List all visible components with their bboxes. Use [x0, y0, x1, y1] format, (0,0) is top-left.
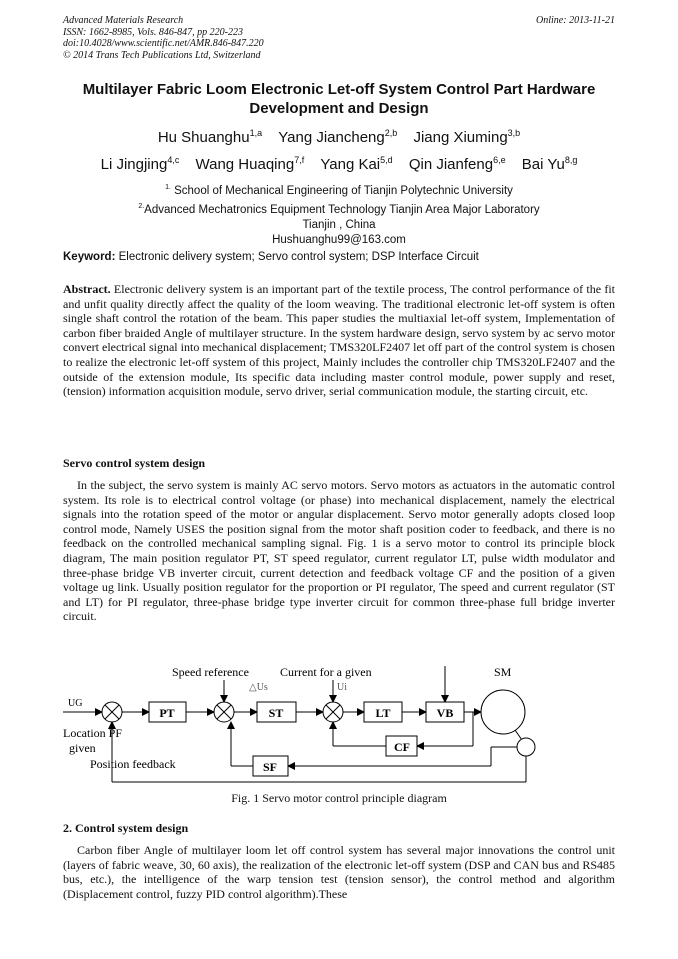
section-heading-control: 2. Control system design — [63, 821, 189, 835]
affiliation-city: Tianjin , China — [302, 218, 376, 231]
servo-motor — [481, 690, 525, 734]
sm-label: SM — [494, 665, 512, 679]
title-line-2: Development and Design — [249, 100, 429, 117]
motor-shaft — [515, 730, 522, 740]
author: Jiang Xiuming$^{3,b}$ — [413, 128, 521, 146]
lt-label: LT — [375, 706, 391, 720]
figure-caption: Fig. 1 Servo motor control principle diagram — [231, 791, 447, 805]
author-list-1 — [40, 128, 638, 146]
section-heading-servo: Servo control system design — [63, 456, 206, 470]
online-date: Online: 2013-11-21 — [536, 15, 615, 26]
abstract — [63, 282, 615, 399]
cf-label: CF — [394, 740, 410, 754]
keyword-text: Electronic delivery system; Servo control system; DSP Interface Circuit — [115, 251, 479, 263]
author: Wang Huaqing$^{7,f}$ — [195, 155, 305, 173]
author-list-2 — [40, 155, 638, 173]
current-given-label: Current for a given — [280, 665, 372, 679]
doi-line: doi:10.4028/www.scientific.net/AMR.846-847.220 — [63, 38, 264, 49]
keyword-label: Keyword: — [63, 251, 116, 263]
speed-reference-label: Speed reference — [172, 665, 249, 679]
affiliations — [40, 180, 638, 248]
servo-control-diagram — [63, 660, 615, 785]
abstract-label: Abstract. — [63, 282, 111, 296]
title-line-1: Multilayer Fabric Loom Electronic Let-off System Control Part Hardware — [82, 81, 596, 98]
author: Qin Jianfeng$^{6,e}$ — [408, 155, 506, 173]
keywords — [63, 251, 615, 263]
section-paragraph-control: Carbon fiber Angle of multilayer loom let off control system has several major innovations the control unit (layers of fabric weave, 30, 60 axis), the realization of the electronic let-off system (DSP and CAN bus and RS485 bus, etc.), the intelligence of the warp tension test (tension sensor), the control method and algorithm (Displacement control, fuzzy PID control algorithm).These — [63, 843, 615, 901]
author: Yang Kai$^{5,d}$ — [320, 155, 393, 173]
author: Bai Yu$^{8,g}$ — [521, 155, 578, 173]
journal-name: Advanced Materials Research — [63, 15, 184, 26]
affiliation-2: $^{2.}$Advanced Mechatronics Equipment Technology Tianjin Area Major Laboratory — [138, 202, 540, 216]
issn-line: ISSN: 1662-8985, Vols. 846-847, pp 220-223 — [63, 26, 243, 38]
pt-label: PT — [159, 706, 175, 720]
author: Li Jingjing$^{4,c}$ — [100, 155, 180, 173]
author: Yang Jiancheng$^{2,b}$ — [278, 128, 398, 146]
delta-us-label: △Us — [249, 682, 268, 693]
given-label: given — [69, 741, 96, 755]
paper-title — [40, 80, 638, 118]
abstract-text: Electronic delivery system is an important part of the textile process, The control performance of the fit and unfit quality directly affect the quality of the loom weaving. The traditional electronic let-off system is often single shaft control the rotation of the beam. This paper studies the multiaxial let-off system, Implementation of carbon fiber braided Angle of multilayer structure. In the system hardware design, servo system by ac servo motor convert electrical signal into mechanical displacement; TMS320LF2407 let off part of the control system is chosen to realize the electronic let-off system of this project, Mainly includes the controller chip TMS320LF2407 and the outside of the extension module, Its specific data including master control module, power supply and reset, (tension) information acquisition module, servo driver, serial communication module, the starting circuit, etc. — [63, 282, 615, 399]
journal-header — [63, 15, 264, 61]
copyright-line: © 2014 Trans Tech Publications Ltd, Switzerland — [63, 49, 261, 61]
sf-label: SF — [262, 760, 278, 774]
position-feedback-label: Position feedback — [90, 757, 176, 771]
affiliation-1: $^{1.}$ School of Mechanical Engineering of Tianjin Polytechnic University — [165, 184, 513, 197]
position-encoder — [517, 738, 535, 756]
author: Hu Shuanghu$^{1,a}$ — [157, 128, 263, 146]
location-pf-label: Location PF — [63, 726, 122, 740]
ui-label: Ui — [337, 682, 347, 693]
author-email: Hushuanghu99@163.com — [272, 233, 406, 246]
vb-label: VB — [436, 706, 454, 720]
section-paragraph-servo: In the subject, the servo system is mainly AC servo motors. Servo motors as actuators in the automatic control system. Its role is to electrical control voltage (or phase) into mechanical displacement, namely the electrical signals into the rotation speed of the motor or angular displacement. Servo motor generally adopts closed loop control mode, Namely USES the position signal from the motor shaft position coder to feedback, and there is no feedback on the controlled mechanical sampling signal. Fig. 1 is a servo motor to control its principle block diagram, The main position regulator PT, ST speed regulator, current regulator LT, pulse width modulator and three-phase bridge VB inverter circuit, current detection and feedback voltage CF and the position of a given voltage ug link. Usually position regulator for the proportion or PI regulator, The speed and current regulator (ST and LT) for PI regulator, three-phase bridge type inverter circuit for common three-phase full bridge inverter circuit. — [63, 478, 615, 624]
st-label: ST — [268, 706, 284, 720]
ug-label: UG — [68, 698, 83, 709]
